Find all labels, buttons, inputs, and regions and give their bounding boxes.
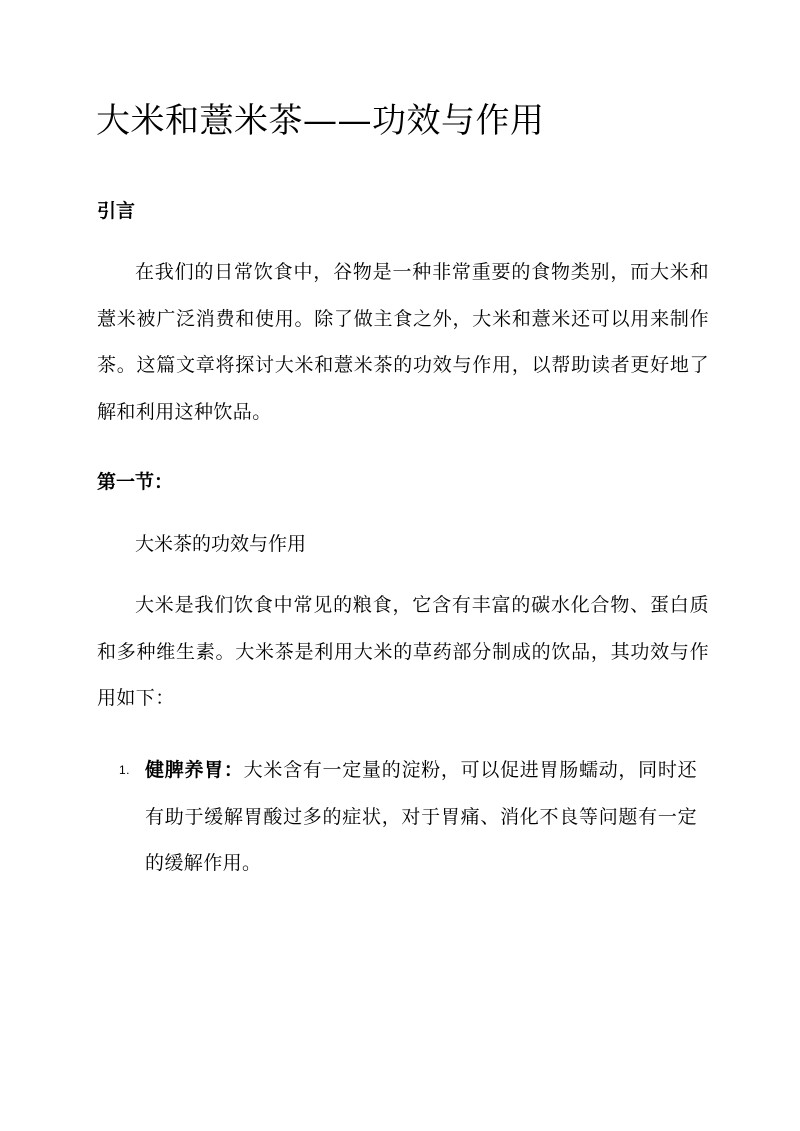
list-item <box>97 747 697 887</box>
document-title: 大米和薏米茶——功效与作用 <box>96 101 545 141</box>
list-item-term: 健脾养胃： <box>145 759 244 781</box>
list-item-text: 大米含有一定量的淀粉，可以促进胃肠蠕动，同时还有助于缓解胃酸过多的症状，对于胃痛、消化不良等问题有一定的缓解作用。 <box>145 759 697 874</box>
rice-tea-paragraph: 大米是我们饮食中常见的粮食，它含有丰富的碳水化合物、蛋白质和多种维生素。大米茶是利用大米的草药部分制成的饮品，其功效与作用如下： <box>97 594 709 709</box>
benefits-list <box>97 747 697 887</box>
section-1-subheading: 大米茶的功效与作用 <box>135 533 307 555</box>
intro-heading: 引言 <box>97 200 136 222</box>
section-1-heading: 第一节： <box>97 471 174 493</box>
list-item-number: 1. <box>119 763 130 777</box>
intro-paragraph: 在我们的日常饮食中，谷物是一种非常重要的食物类别，而大米和薏米被广泛消费和使用。除了做主食之外，大米和薏米还可以用来制作茶。这篇文章将探讨大米和薏米茶的功效与作用，以帮助读者更好地了解和利用这种饮品。 <box>97 261 709 423</box>
